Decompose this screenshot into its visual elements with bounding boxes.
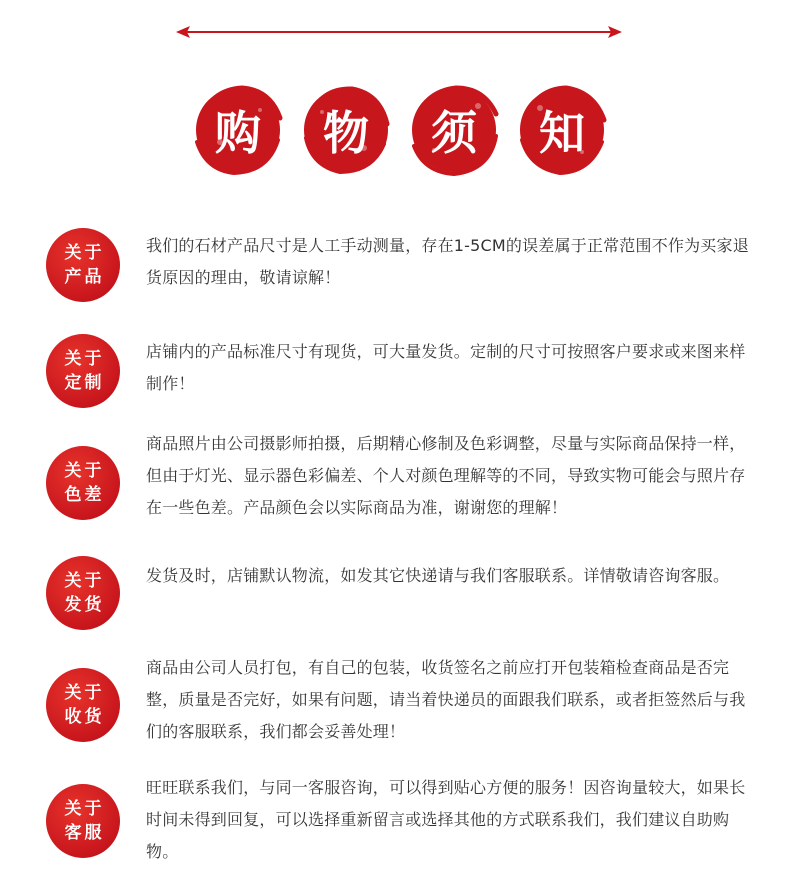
title-char-4: 知 — [539, 106, 585, 160]
badge-label-bottom: 客服 — [64, 823, 105, 843]
badge-label-top: 关于 — [64, 349, 105, 369]
title-brush-circle-1 — [190, 82, 286, 178]
notice-text-product: 我们的石材产品尺寸是人工手动测量，存在1-5CM的误差属于正常范围不作为买家退货原因的理由，敬请谅解！ — [146, 236, 749, 287]
double-arrow-divider-icon — [176, 24, 622, 40]
notice-text-receiving: 商品由公司人员打包，有自己的包装，收货签名之前应打开包装箱检查商品是否完整，质量是否完好，如果有问题，请当着快递员的面跟我们联系，或者拒签然后与我们的客服联系，我们都会妥善处理！ — [146, 658, 746, 741]
badge-about-customer-service — [46, 784, 120, 858]
badge-label-top: 关于 — [64, 243, 105, 263]
badge-label-bottom: 色差 — [64, 485, 105, 505]
notice-text-shipping: 发货及时，店铺默认物流，如发其它快递请与我们客服联系。详情敬请咨询客服。 — [146, 566, 730, 585]
badge-label-top: 关于 — [64, 683, 105, 703]
badge-label-bottom: 发货 — [64, 595, 105, 615]
badge-label-bottom: 定制 — [64, 373, 105, 393]
title-char-2: 物 — [323, 106, 369, 160]
notice-text-custom: 店铺内的产品标准尺寸有现货，可大量发货。定制的尺寸可按照客户要求或来图来样制作！ — [146, 342, 746, 393]
badge-about-receiving — [46, 668, 120, 742]
title-brush-circle-2 — [298, 82, 394, 178]
shopping-notice-title — [0, 82, 800, 182]
badge-label-bottom: 产品 — [64, 267, 105, 287]
badge-about-product — [46, 228, 120, 302]
title-char-3: 须 — [431, 106, 477, 160]
notice-text-color-difference: 商品照片由公司摄影师拍摄，后期精心修制及色彩调整，尽量与实际商品保持一样，但由于灯光、显示器色彩偏差、个人对颜色理解等的不同，导致实物可能会与照片存在一些色差。产品颜色会以实际商品为准，谢谢您的理解！ — [146, 434, 746, 517]
badge-about-shipping — [46, 556, 120, 630]
title-brush-circle-3 — [406, 82, 502, 178]
title-char-1: 购 — [215, 106, 261, 160]
notice-text-customer-service: 旺旺联系我们，与同一客服咨询，可以得到贴心方便的服务！因咨询量较大，如果长时间未得到回复，可以选择重新留言或选择其他的方式联系我们，我们建议自助购物。 — [146, 778, 746, 861]
badge-label-top: 关于 — [64, 799, 105, 819]
badge-about-color-difference — [46, 446, 120, 520]
title-brush-circle-4 — [514, 82, 610, 178]
badge-about-custom — [46, 334, 120, 408]
badge-label-top: 关于 — [64, 461, 105, 481]
badge-label-top: 关于 — [64, 571, 105, 591]
badge-label-bottom: 收货 — [64, 707, 105, 727]
